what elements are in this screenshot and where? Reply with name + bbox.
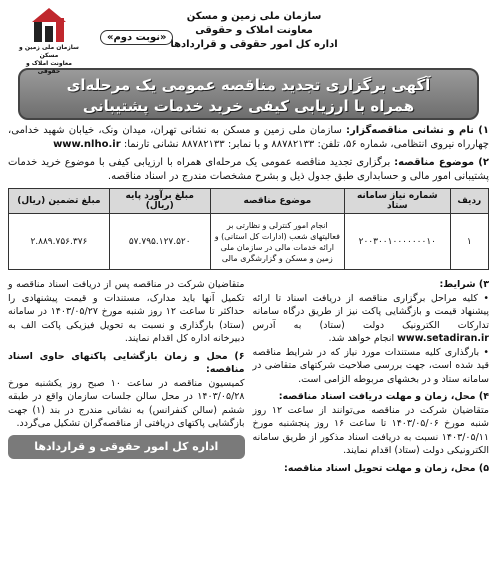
logo-caption-2: معاونت املاک و حقوقی <box>25 60 73 75</box>
section-6-body: کمیسیون مناقصه در ساعت ۱۰ صبح روز یکشنبه مورخ ۱۴۰۳/۰۵/۲۸ در محل سالن جلسات سازمان واقع در طبقه ششم (سالن کنفرانس) به نشانی مندرج در بند (۱) جهت بازگشایی پاکتهای دریافتی از مناقصه‌گران تشکیل می‌گردد. <box>8 377 245 429</box>
section-6-heading: ۶) محل و زمان بازگشایی پاکتهای حاوی اسناد مناقصه: <box>8 350 245 375</box>
title-line-2: همراه با ارزیابی کیفی خرید خدمات پشتیبانی <box>82 97 415 115</box>
organization-block <box>139 10 369 52</box>
cell-subject: انجام امور کنترلی و نظارتی بر فعالیتهای شعب (ادارات کل استانی) و ارائه خدمات مالی در سازمان ملی زمین و مسکن و گزارشگری مالی <box>210 214 344 270</box>
section-5-title <box>253 462 490 476</box>
col-header-guarantee: مبلغ تضمین (ریال) <box>9 189 110 214</box>
col-header-row: ردیف <box>450 189 488 214</box>
section-2 <box>8 156 489 184</box>
section-2-body: برگزاری تجدید مناقصه عمومی یک مرحله‌ای همراه با ارزیابی کیفی با موضوع خرید خدمات پشتیبانی امور مالی و حسابداری طبق جدول ذیل و بشرح مشخصات مندرج در اسناد مناقصه. <box>8 157 489 182</box>
org-name: سازمان ملی زمین و مسکن <box>186 11 322 22</box>
tender-table <box>8 188 489 270</box>
footer-department-box: اداره کل امور حقوقی و قراردادها <box>8 435 245 459</box>
section-3-bullet-1-end: انجام خواهد شد. <box>328 333 395 344</box>
logo-caption-1: سازمان ملی زمین و مسکن <box>19 44 79 59</box>
left-column <box>8 274 245 475</box>
cell-base-amount: ۵۷.۷۹۵.۱۲۷.۵۲۰ <box>109 214 210 270</box>
title-banner <box>18 68 479 120</box>
section-1-body: سازمان ملی زمین و مسکن به نشانی تهران، میدان ونک، خیابان شهید خدامی، چهارراه نیروی انتظامی، شماره ۵۶، تلفن: ۸۸۷۸۲۱۳۳ و با نمابر: ۸۸۷۸۲۱۳۳ نشانی تارنما: <box>8 125 489 150</box>
table-header-row <box>9 189 489 214</box>
section-1 <box>8 124 489 152</box>
title-line-1: آگهی برگزاری تجدید مناقصه عمومی یک مرحله‌ای <box>66 76 431 94</box>
col-header-need-number: شماره نیاز سامانه ستاد <box>345 189 451 214</box>
cell-guarantee: ۲.۸۸۹.۷۵۶.۳۷۶ <box>9 214 110 270</box>
section-5 <box>8 278 245 346</box>
section-3 <box>253 278 490 386</box>
org-deputy: معاونت املاک و حقوقی <box>195 25 313 36</box>
table-row <box>9 214 489 270</box>
setad-website-link[interactable]: www.setadiran.ir <box>397 333 489 344</box>
section-3-bullet-1: • کلیه مراحل برگزاری مناقصه از دریافت اسناد تا ارائه پیشنهاد قیمت و بازگشایی پاکت نیز از طریق درگاه سامانه تدارکات الکترونیک دولت (ستاد) به آدرس <box>252 292 489 331</box>
section-6 <box>8 350 245 431</box>
section-3-heading: ۳) شرایط: <box>439 279 489 290</box>
section-2-heading: ۲) موضوع مناقصه: <box>394 157 489 168</box>
bottom-columns <box>8 274 489 475</box>
cell-row: ۱ <box>450 214 488 270</box>
section-4-body: متقاضیان شرکت در مناقصه می‌توانند از ساعت ۱۲ روز شنبه مورخ ۱۴۰۳/۰۵/۰۶ تا ساعت ۱۶ روز پنجشنبه مورخ ۱۴۰۳/۰۵/۱۱ نسبت به دریافت اسناد مذکور از طریق سامانه الکترونیکی دولت (ستاد) اقدام نمایند. <box>252 404 490 456</box>
round-badge: «نوبت دوم» <box>100 30 173 45</box>
section-5-body: متقاضیان شرکت در مناقصه پس از دریافت اسناد مناقصه و تکمیل آنها باید مدارک، مستندات و قیمت پیشنهادی را حداکثر تا ساعت ۱۲ روز شنبه مورخ ۱۴۰۳/۰۵/۲۷ در سامانه (ستاد) بارگذاری و نسبت به تحویل فیزیکی پاکت الف به دبیرخانه اداره کل اقدام نمایند. <box>8 279 245 344</box>
cell-need-number: ۲۰۰۳۰۰۱۰۰۰۰۰۰۰۱۰ <box>345 214 451 270</box>
section-1-heading: ۱) نام و نشانی مناقصه‌گزار: <box>346 125 489 136</box>
col-header-base-amount: مبلغ برآورد پایه (ریال) <box>109 189 210 214</box>
org-department: اداره کل امور حقوقی و قراردادها <box>170 39 338 50</box>
website-link[interactable]: www.nlho.ir <box>53 139 121 150</box>
section-3-bullet-2: • بارگذاری کلیه مستندات مورد نیاز که در شرایط مناقصه قید شده است، جهت بررسی صلاحیت شرکتهای متقاضی در سامانه ستاد و در بخشهای مربوطه الزامی است. <box>252 346 489 385</box>
section-5-heading: ۵) محل، زمان و مهلت تحویل اسناد مناقصه: <box>284 462 489 474</box>
col-header-subject: موضوع مناقصه <box>210 189 344 214</box>
building-logo-icon <box>28 8 70 44</box>
header <box>8 6 489 75</box>
section-4-heading: ۴) محل، زمان و مهلت دریافت اسناد مناقصه: <box>278 391 489 402</box>
section-4 <box>253 390 490 458</box>
organization-logo <box>14 8 84 76</box>
right-column <box>253 274 490 475</box>
